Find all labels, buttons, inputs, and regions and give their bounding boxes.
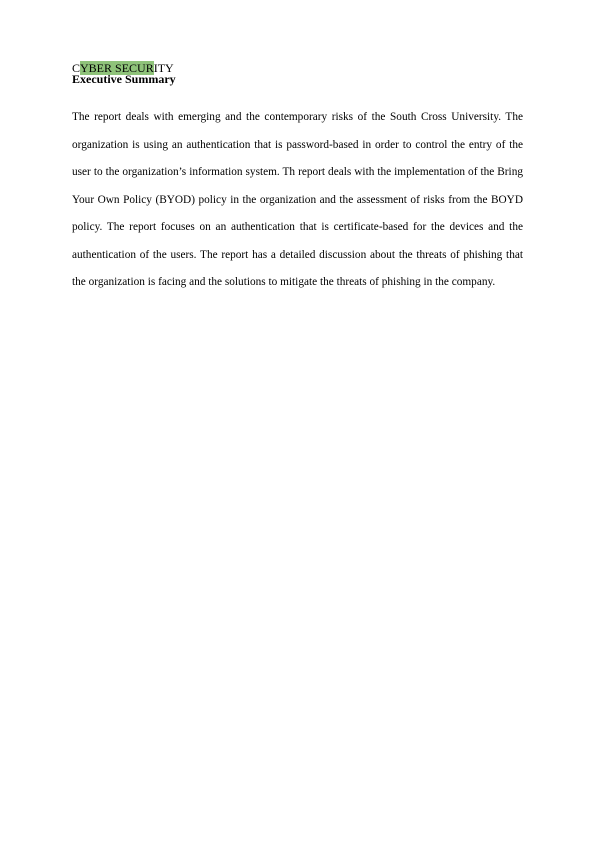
running-header-end: ITY [153,61,174,75]
running-header-highlight: YBER SECUR [80,61,154,75]
running-header-start: C [72,61,81,75]
body-paragraph: The report deals with emerging and the contemporary risks of the South Cross University. The organization is using an authentication that is password-based in order to control the entry of the user to the organization’s information system. Th report deals with the implementation of the Bring Your Own Policy (BYOD) policy in the organization and the assessment of risks from the BOYD policy. The report focuses on an authentication that is certificate-based for the devices and the authentication of the users. The report has a detailed discussion about the threats of phishing that the organization is facing and the solutions to mitigate the threats of phishing in the company. [72,111,523,288]
section-heading: Executive Summary [72,72,176,86]
